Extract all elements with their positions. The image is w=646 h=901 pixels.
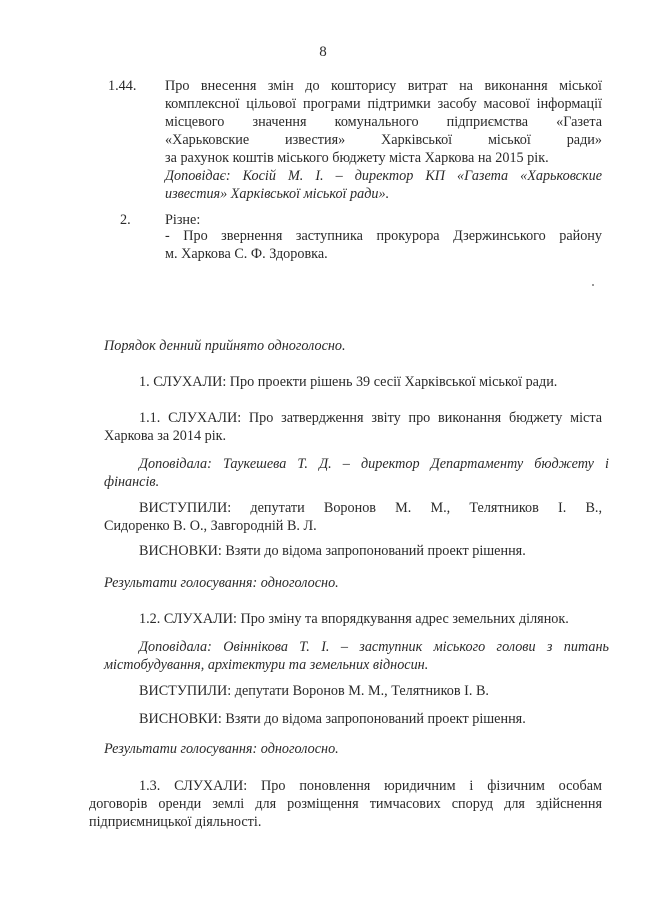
speaker-1-1: фінансів.	[104, 474, 160, 490]
spoke-1-1: ВИСТУПИЛИ: депутати Воронов М. М., Телятников І. В.,	[139, 500, 602, 516]
item-1-44-line: за рахунок коштів міського бюджету міста Харкова на 2015 рік.	[165, 150, 549, 166]
item-2-line: - Про звернення заступника прокурора Дзержинського району	[165, 228, 602, 244]
item-2-line: м. Харкова С. Ф. Здоровка.	[165, 246, 328, 262]
item-number-1-44: 1.44.	[108, 78, 137, 94]
item-number-2: 2.	[120, 212, 131, 228]
heard-1: 1. СЛУХАЛИ: Про проекти рішень 39 сесії Харківської міської ради.	[139, 374, 558, 390]
item-1-44-line: «Харьковские известия» Харківської міської ради»	[165, 132, 602, 148]
conclusions-1-2: ВИСНОВКИ: Взяти до відома запропонований проект рішення.	[139, 711, 526, 727]
item-1-44-speaker: известия» Харківської міської ради».	[165, 186, 390, 202]
item-1-44-line: комплексної цільової програми підтримки засобу масової інформації	[165, 96, 602, 112]
speaker-1-2: містобудування, архітектури та земельних відносин.	[104, 657, 429, 673]
speaker-1-2: Доповідала: Овіннікова Т. І. – заступник міського голови з питань	[139, 639, 609, 655]
vote-result-1-1: Результати голосування: одноголосно.	[104, 575, 339, 591]
heard-1-1-line: 1.1. СЛУХАЛИ: Про затвердження звіту про виконання бюджету міста	[139, 410, 602, 426]
vote-result-1-2: Результати голосування: одноголосно.	[104, 741, 339, 757]
conclusions-1-1: ВИСНОВКИ: Взяти до відома запропонований проект рішення.	[139, 543, 526, 559]
heard-1-3-line: договорів оренди землі для розміщення тимчасових споруд для здійснення	[89, 796, 602, 812]
heard-1-3-line: 1.3. СЛУХАЛИ: Про поновлення юридичним і фізичним особам	[139, 778, 602, 794]
item-1-44-line: місцевого значення комунального підприємства «Газета	[165, 114, 602, 130]
item-1-44-speaker: Доповідає: Косій М. І. – директор КП «Газета «Харьковские	[165, 168, 602, 184]
item-2-title: Різне:	[165, 212, 201, 228]
item-1-44-line: Про внесення змін до кошторису витрат на виконання міської	[165, 78, 602, 94]
heard-1-2: 1.2. СЛУХАЛИ: Про зміну та впорядкування адрес земельних ділянок.	[139, 611, 569, 627]
agenda-adopted-note: Порядок денний прийнято одноголосно.	[104, 338, 346, 354]
heard-1-3-line: підприємницької діяльності.	[89, 814, 262, 830]
speaker-1-1: Доповідала: Таукешева Т. Д. – директор Департаменту бюджету і	[139, 456, 609, 472]
heard-1-1-line: Харкова за 2014 рік.	[104, 428, 227, 444]
page-number: 8	[319, 44, 327, 60]
scan-speck	[592, 284, 594, 286]
spoke-1-1: Сидоренко В. О., Завгородній В. Л.	[104, 518, 317, 534]
spoke-1-2: ВИСТУПИЛИ: депутати Воронов М. М., Телятников І. В.	[139, 683, 489, 699]
